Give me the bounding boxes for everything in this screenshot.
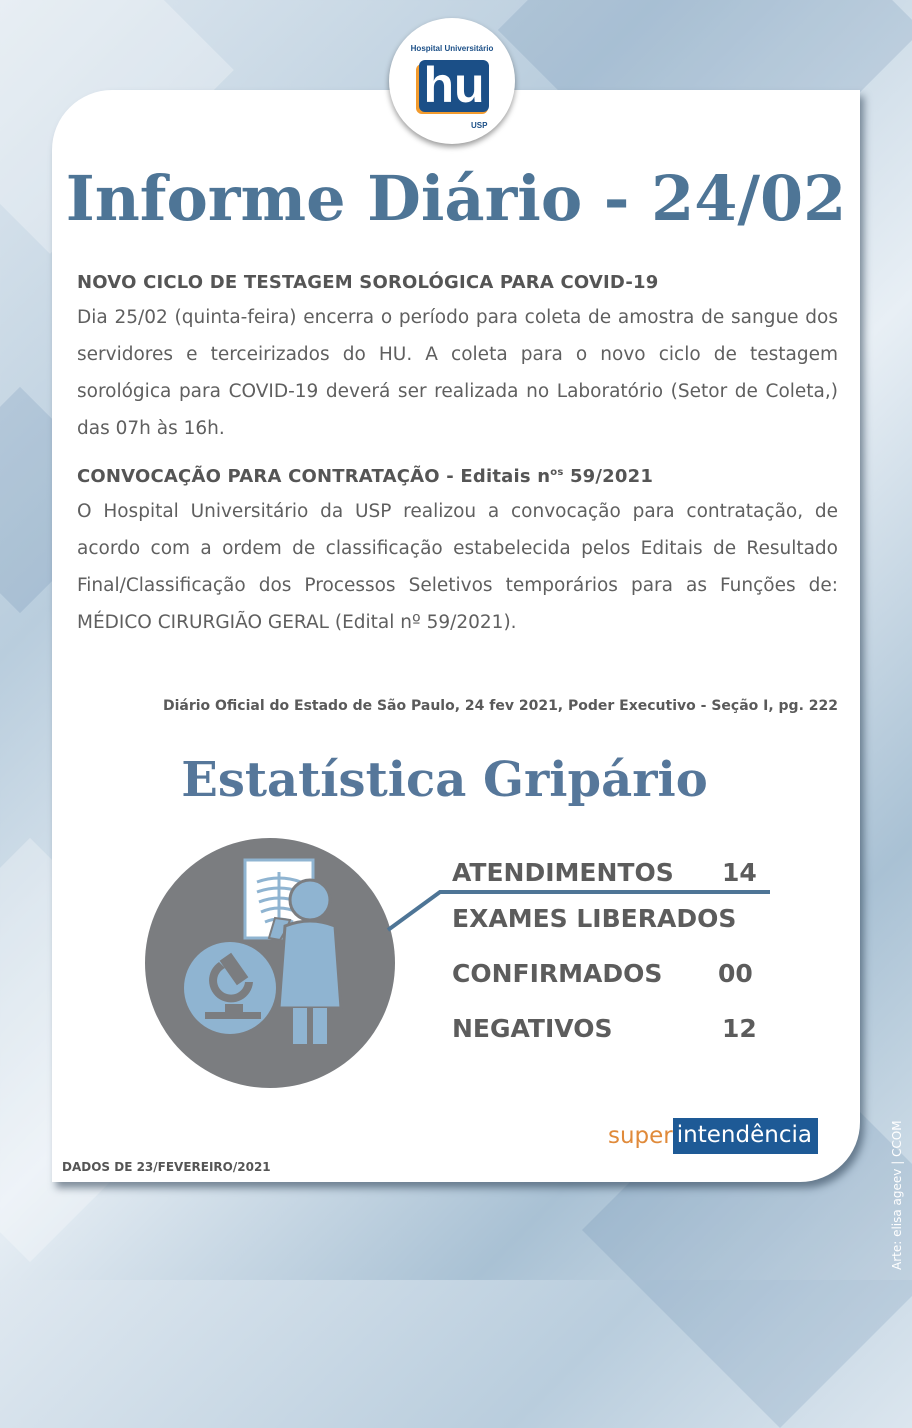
hospital-logo <box>389 18 515 144</box>
stats-title: Estatística Gripário <box>181 752 708 808</box>
logo-usp-text: USP <box>471 121 488 130</box>
logo-mark-text: hu <box>423 57 485 113</box>
section-body: O Hospital Universitário da USP realizou a convocação para contratação, de acordo com a ordem de classificação estabelecida pelos Editais de Resultado Final/Classificação dos Processos Seletivos temporários para as Funções de: MÉDICO CIRURGIÃO GERAL (Edital nº 59/2021). <box>77 501 838 633</box>
stat-exames-label: EXAMES LIBERADOS <box>452 904 737 933</box>
heading-main: CONVOCAÇÃO PARA CONTRATAÇÃO - Editais n <box>77 466 551 487</box>
source-citation: Diário Oficial do Estado de São Paulo, 24 fev 2021, Poder Executivo - Seção I, pg. 222 <box>162 698 838 714</box>
doctor-xray-icon <box>145 838 395 1088</box>
art-credit: Arte: elisa ageev | CCOM <box>890 1120 904 1270</box>
hu-logo-icon <box>414 54 490 116</box>
section-body: Dia 25/02 (quinta-feira) encerra o período para coleta de amostra de sangue dos servidores e terceirizados do HU. A coleta para o novo ciclo de testagem sorológica para COVID-19 deverá ser realizada no Laboratório (Setor de Coleta,) das 07h às 16h. <box>77 307 838 439</box>
section-convocation <box>77 466 838 641</box>
brand-part1: super <box>608 1123 673 1149</box>
stat-negativos-value: 12 <box>722 1014 757 1043</box>
brand-part2: intendência <box>673 1118 818 1154</box>
stat-atendimentos-value: 14 <box>722 858 757 887</box>
footer-date: DADOS DE 23/FEVEREIRO/2021 <box>62 1160 271 1174</box>
section-testing <box>77 272 838 447</box>
heading-end: 59/2021 <box>563 466 654 487</box>
section-heading: NOVO CICLO DE TESTAGEM SOROLÓGICA PARA COVID-19 <box>77 272 659 293</box>
stat-atendimentos-label: ATENDIMENTOS <box>452 858 674 887</box>
stat-confirmados-value: 00 <box>718 959 753 988</box>
logo-top-text: Hospital Universitário <box>410 44 494 53</box>
section-heading <box>77 466 838 487</box>
page-title: Informe Diário - 24/02 <box>65 162 847 235</box>
superintendencia-logo <box>608 1118 818 1158</box>
heading-sup: os <box>550 467 564 478</box>
stat-confirmados-label: CONFIRMADOS <box>452 959 663 988</box>
stat-negativos-label: NEGATIVOS <box>452 1014 613 1043</box>
